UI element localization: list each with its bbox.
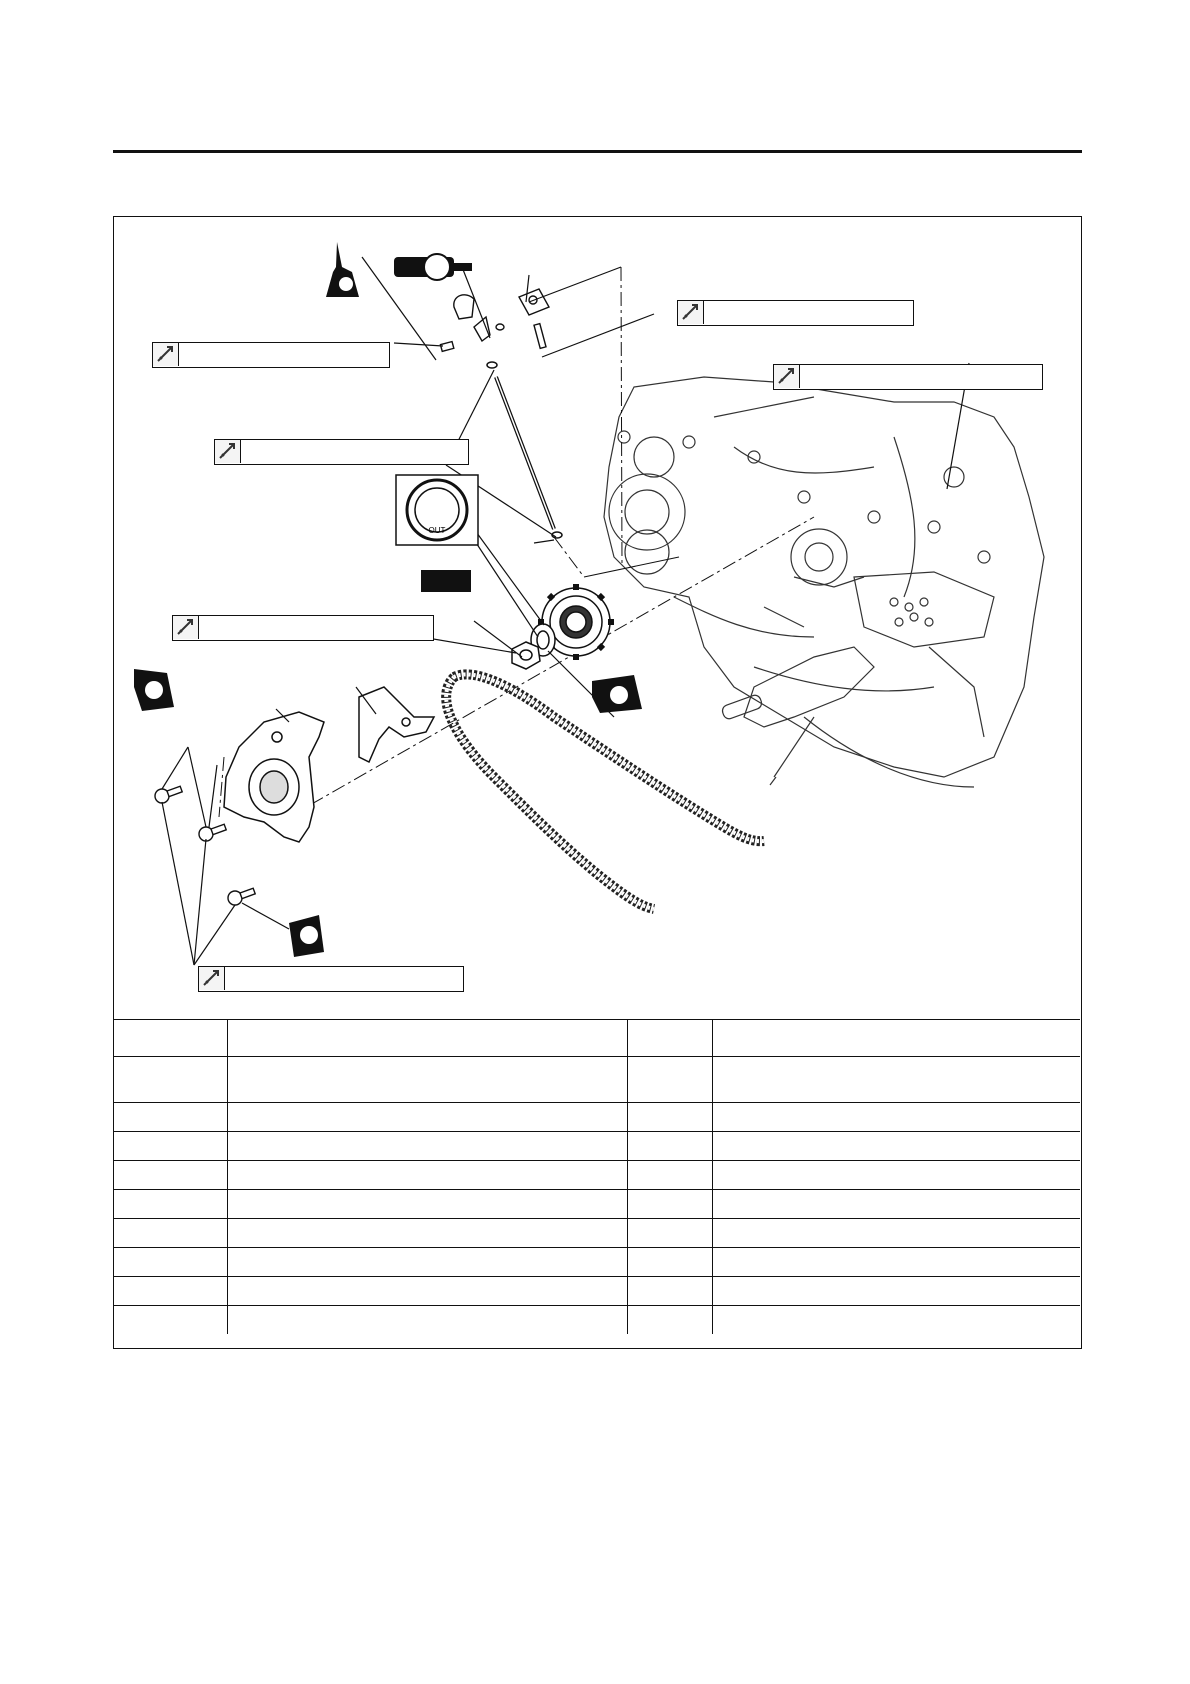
table-cell xyxy=(627,1190,712,1219)
chain-guide xyxy=(359,687,434,762)
table-cell xyxy=(114,1161,227,1190)
spec-box-cover-bolts xyxy=(198,966,464,992)
table-cell xyxy=(627,1219,712,1248)
spec-box-engine-bolt xyxy=(773,364,1043,390)
table-cell xyxy=(627,1103,712,1132)
table-cell xyxy=(627,1057,712,1103)
table-cell xyxy=(114,1277,227,1306)
new-part-marker xyxy=(421,570,471,592)
spec-box-clamp-bolt xyxy=(152,342,390,368)
table-cell xyxy=(227,1219,627,1248)
grease-icon xyxy=(394,254,472,280)
table-header-row xyxy=(114,1020,1080,1057)
table-row xyxy=(114,1161,1080,1190)
header-rule xyxy=(113,150,1082,153)
shift-rod xyxy=(487,362,562,538)
shift-arm-parts xyxy=(440,289,549,351)
table-row xyxy=(114,1277,1080,1306)
spec-box-shift-arm-bolt xyxy=(677,300,914,326)
table-cell xyxy=(114,1190,227,1219)
table-cell xyxy=(227,1057,627,1103)
table-cell xyxy=(712,1190,1080,1219)
table-header-cell xyxy=(627,1020,712,1057)
spec-box-rod-locknut xyxy=(214,439,469,465)
washer-stamp-callout xyxy=(396,475,478,545)
sprocket-cover xyxy=(224,712,324,842)
torque-wrench-icon xyxy=(774,365,800,388)
lt-icon xyxy=(289,915,324,957)
figure-frame xyxy=(113,216,1082,1349)
table-cell xyxy=(712,1248,1080,1277)
table-cell xyxy=(227,1306,627,1335)
table-cell xyxy=(227,1161,627,1190)
parts-table xyxy=(114,1019,1080,1334)
table-cell xyxy=(227,1103,627,1132)
torque-wrench-icon xyxy=(153,343,179,366)
table-cell xyxy=(114,1132,227,1161)
table-cell xyxy=(627,1306,712,1335)
table-cell xyxy=(114,1103,227,1132)
table-cell xyxy=(712,1306,1080,1335)
table-cell xyxy=(627,1161,712,1190)
torque-wrench-icon xyxy=(199,967,225,990)
table-cell xyxy=(712,1219,1080,1248)
torque-wrench-icon xyxy=(215,440,241,463)
table-cell xyxy=(114,1306,227,1335)
table-header-cell xyxy=(712,1020,1080,1057)
table-cell xyxy=(712,1103,1080,1132)
table-row xyxy=(114,1132,1080,1161)
table-row xyxy=(114,1248,1080,1277)
lt-icon xyxy=(134,669,174,711)
table-cell xyxy=(114,1248,227,1277)
spec-box-sprocket-nut xyxy=(172,615,434,641)
table-cell xyxy=(712,1132,1080,1161)
table-header-cell xyxy=(114,1020,227,1057)
table-cell xyxy=(114,1057,227,1103)
torque-wrench-icon xyxy=(173,616,199,639)
table-cell xyxy=(627,1277,712,1306)
table-row xyxy=(114,1057,1080,1103)
lt-icon xyxy=(592,675,642,713)
lt-icon xyxy=(326,242,359,297)
washer-stamp-text: OUT xyxy=(428,526,446,535)
torque-wrench-icon xyxy=(678,301,704,324)
table-cell xyxy=(627,1132,712,1161)
engine-crankcase xyxy=(604,377,1044,787)
table-header-cell xyxy=(227,1020,627,1057)
table-cell xyxy=(712,1161,1080,1190)
table-cell xyxy=(627,1248,712,1277)
table-row xyxy=(114,1219,1080,1248)
table-cell xyxy=(227,1190,627,1219)
table-row xyxy=(114,1190,1080,1219)
table-row xyxy=(114,1103,1080,1132)
table-cell xyxy=(227,1277,627,1306)
table-cell xyxy=(114,1219,227,1248)
table-cell xyxy=(227,1248,627,1277)
table-cell xyxy=(227,1132,627,1161)
table-cell xyxy=(712,1057,1080,1103)
table-row xyxy=(114,1306,1080,1335)
table-cell xyxy=(712,1277,1080,1306)
